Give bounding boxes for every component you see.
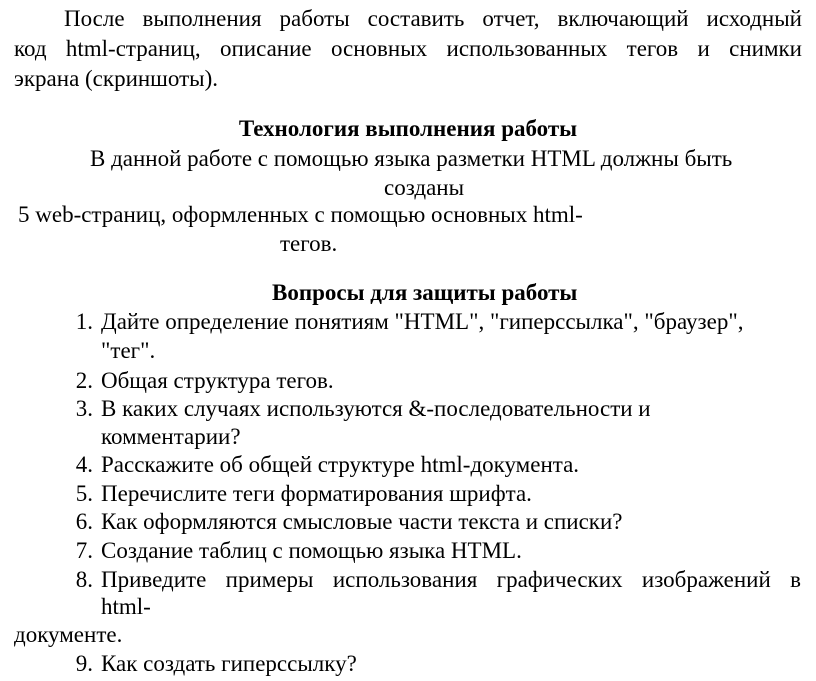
question-number: 1.: [75, 309, 93, 335]
technology-line-3: 5 web-страниц, оформленных с помощью основных html-: [18, 202, 583, 228]
question-number: 2.: [75, 368, 93, 394]
question-text-continued: "тег".: [101, 337, 156, 363]
question-text: Перечислите теги форматирования шрифта.: [101, 480, 532, 506]
questions-heading: Вопросы для защиты работы: [272, 279, 578, 305]
question-text: Приведите примеры использования графических изображений в: [101, 566, 801, 592]
question-text: Дайте определение понятиям "HTML", "гиперссылка", "браузер",: [101, 309, 744, 335]
question-number: 5.: [75, 480, 93, 506]
intro-line-3: экрана (скриншоты).: [14, 65, 219, 91]
question-text-continued: комментарии?: [101, 423, 241, 449]
technology-line-4: тегов.: [280, 230, 338, 256]
question-text: В каких случаях используются &-последовательности и: [101, 395, 651, 421]
question-text: Как оформляются смысловые части текста и списки?: [101, 509, 623, 535]
question-number: 6.: [75, 509, 93, 535]
question-text: Общая структура тегов.: [101, 368, 334, 394]
technology-heading: Технология выполнения работы: [238, 116, 578, 142]
intro-line-1: После выполнения работы составить отчет, включающий исходный: [64, 5, 802, 31]
question-text: Расскажите об общей структуре html-документа.: [101, 452, 580, 478]
question-number: 3.: [75, 395, 93, 421]
question-text: Как создать гиперссылку?: [101, 651, 357, 677]
question-text: Создание таблиц с помощью языка HTML.: [101, 537, 522, 563]
question-number: 9.: [75, 651, 93, 677]
technology-line-1: В данной работе с помощью языка разметки HTML должны быть: [90, 146, 733, 171]
question-number: 7.: [75, 537, 93, 563]
technology-line-2: созданы: [384, 174, 465, 200]
question-text-continued: документе.: [14, 621, 123, 647]
question-number: 4.: [75, 452, 93, 478]
question-number: 8.: [75, 566, 93, 592]
question-text-continued: html-: [101, 594, 151, 620]
intro-line-2: код html-страниц, описание основных использованных тегов и снимки: [14, 36, 802, 62]
